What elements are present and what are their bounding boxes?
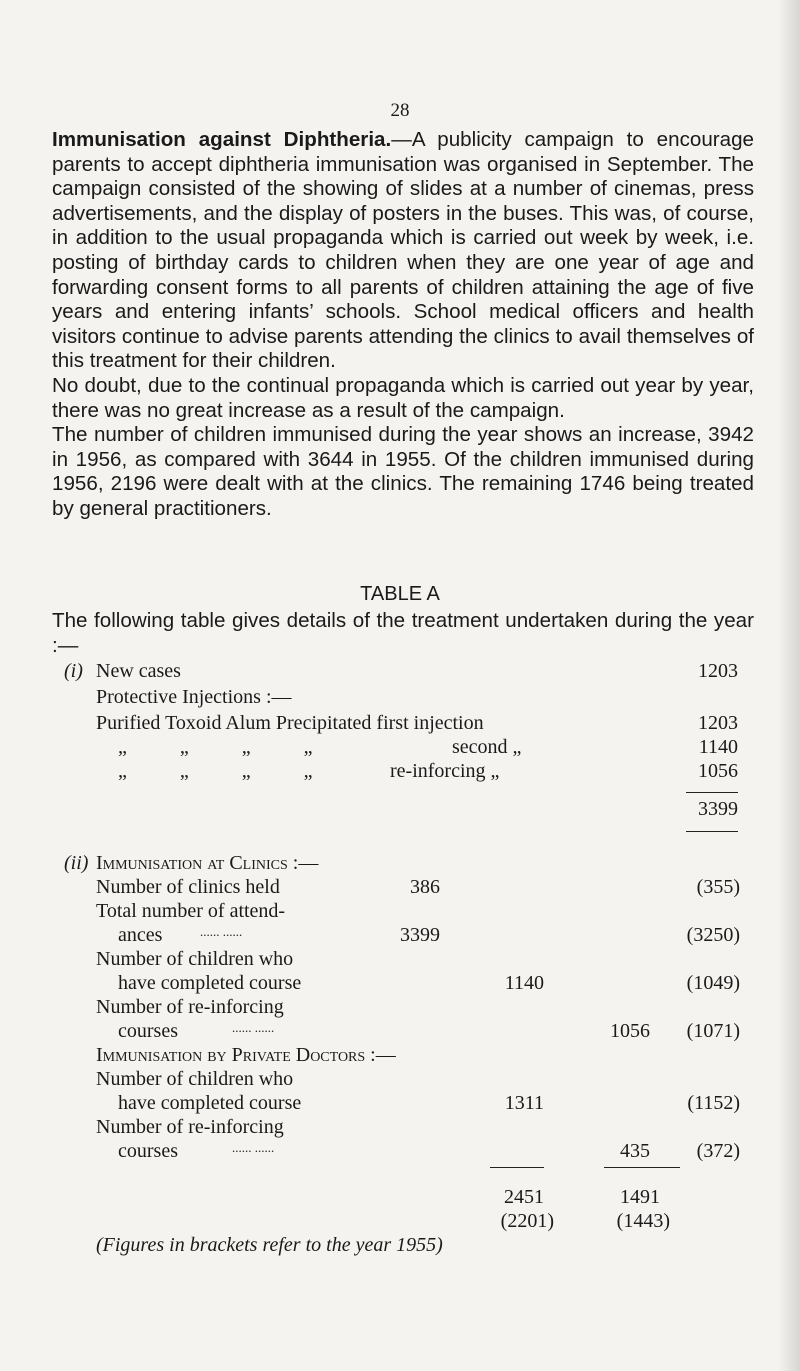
completed-total: 2451 — [504, 1186, 544, 1208]
page-number: 28 — [390, 100, 410, 121]
attendances-value: 3399 — [400, 924, 440, 946]
private-doctors-heading: Immunisation by Private Doctors :— — [96, 1044, 396, 1066]
completed-total-rule — [490, 1167, 544, 1168]
ditto-marks: „ „ „ „ — [118, 736, 337, 758]
private-completed-value: 1311 — [504, 1092, 544, 1114]
private-completed-prev: (1152) — [687, 1092, 740, 1114]
attendances-label-2: ances — [118, 924, 163, 946]
new-cases-value: 1203 — [698, 660, 738, 682]
private-reinforcing-prev: (372) — [696, 1140, 740, 1162]
paragraph-3: The number of children immunised during the year shows an increase, 3942 in 1956, as compared with 3644 in 1955. Of the children immunised during 1956, 2196 were dealt with at the clinics. The remaining 1746 being treated by general practitioners. — [52, 423, 754, 520]
clinics-held-value: 386 — [410, 876, 440, 898]
clinics-held-prev: (355) — [696, 876, 740, 898]
completed-label-1: Number of children who — [96, 948, 294, 970]
injection-row-label: Purified Toxoid Alum Precipitated first injection — [96, 712, 484, 734]
paragraph-2: No doubt, due to the continual propaganda which is carried out year by year, there was no great increase as a result of the campaign. — [52, 373, 754, 422]
section-i-total: 3399 — [698, 798, 738, 820]
clinics-held-label: Number of clinics held — [96, 876, 280, 898]
injection-row-value: 1056 — [698, 760, 738, 782]
table-intro: The following table gives details of the treatment undertaken during the year :— — [52, 609, 754, 657]
completed-label-2: have completed course — [118, 972, 302, 994]
new-cases-label: New cases — [96, 660, 181, 682]
leader-dots: ...... ...... — [232, 1140, 275, 1155]
reinforcing-label-2: courses — [118, 1020, 178, 1042]
completed-total-prev: (2201) — [500, 1210, 554, 1232]
reinforcing-total-rule — [604, 1167, 680, 1168]
leader-dots: ...... ...... — [232, 1020, 275, 1035]
private-completed-label-1: Number of children who — [96, 1068, 294, 1090]
paragraph-1 — [52, 128, 754, 374]
injection-row-label: re-inforcing „ — [390, 760, 500, 782]
body-text — [52, 128, 754, 522]
injection-row-label: second „ — [452, 736, 522, 758]
subtotal-rule — [686, 792, 738, 793]
table-title: TABLE A — [360, 583, 440, 605]
private-completed-label-2: have completed course — [118, 1092, 302, 1114]
completed-value: 1140 — [504, 972, 544, 994]
attendances-label-1: Total number of attend- — [96, 900, 286, 922]
section-heading: Immunisation against Diphtheria. — [52, 128, 392, 151]
clinics-heading: Immunisation at Clinics :— — [96, 852, 319, 874]
private-reinforcing-value: 435 — [620, 1140, 650, 1162]
reinforcing-total: 1491 — [620, 1186, 660, 1208]
injection-row-value: 1203 — [698, 712, 738, 734]
private-reinforcing-label-2: courses — [118, 1140, 178, 1162]
ditto-marks: „ „ „ „ — [118, 760, 337, 782]
section-ii-marker: (ii) — [64, 852, 89, 874]
reinforcing-label-1: Number of re-inforcing — [96, 996, 284, 1018]
reinforcing-value: 1056 — [610, 1020, 650, 1042]
paragraph-1-text: —A publicity campaign to encourage parents to accept diphtheria immunisation was organised in September. The campaign consisted of the showing of slides at a number of cinemas, press advertisements, and the display of posters in the buses. This was, of course, in addition to the usual propaganda which is carried out week by week, i.e. posting of birthday cards to children when they are one year of age and forwarding consent forms to all parents of children attaining the age of five years and entering infants’ schools. School medical officers and health visitors continue to advise parents attending the clinics to avail themselves of this treatment for their children. — [52, 128, 754, 373]
completed-prev: (1049) — [686, 972, 740, 994]
leader-dots: ...... ...... — [200, 924, 243, 939]
reinforcing-total-prev: (1443) — [616, 1210, 670, 1232]
reinforcing-prev: (1071) — [686, 1020, 740, 1042]
total-rule — [686, 831, 738, 832]
protective-injections-heading: Protective Injections :— — [96, 686, 292, 708]
attendances-prev: (3250) — [686, 924, 740, 946]
footnote: (Figures in brackets refer to the year 1955) — [96, 1234, 443, 1256]
injection-row-value: 1140 — [698, 736, 738, 758]
page-edge-shadow — [778, 0, 800, 1371]
section-i-marker: (i) — [64, 660, 83, 682]
private-reinforcing-label-1: Number of re-inforcing — [96, 1116, 284, 1138]
